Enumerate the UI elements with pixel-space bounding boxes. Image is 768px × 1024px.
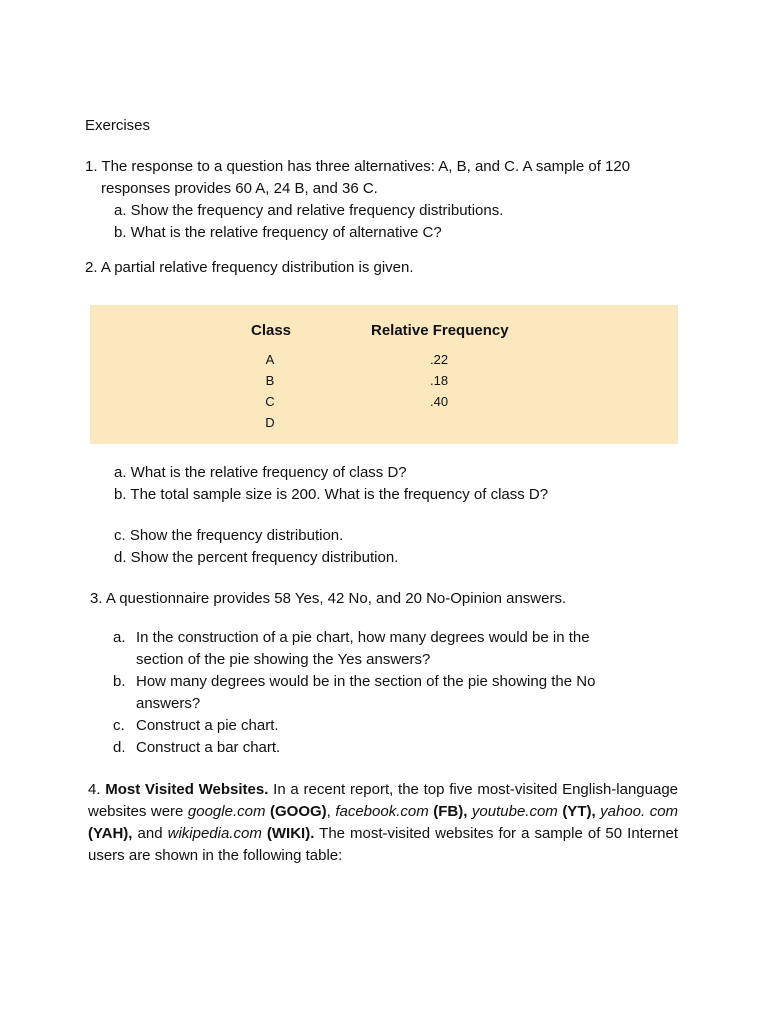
table-cell-frequency: .18 [430, 373, 449, 388]
q1-line1: 1. The response to a question has three alternatives: A, B, and C. A sample of 120 [85, 158, 631, 175]
q4-paragraph: 4. Most Visited Websites. In a recent report, the top five most-visited English-language websites were google.com (GOOG), facebook.com (FB), youtube.com (YT), yahoo. com (YAH), and wikipedia.com (WIKI). The most-visited websites for a sample of 50 Internet users are shown in the following table: [88, 781, 679, 864]
code-fb: (FB), [433, 803, 468, 820]
q2-part-b: b. The total sample size is 200. What is the frequency of class D? [114, 486, 549, 503]
q2-part-c: c. Show the frequency distribution. [114, 527, 344, 544]
code-yah: (YAH), [88, 825, 133, 842]
code-wiki: (WIKI). [266, 825, 315, 842]
site-wikipedia: wikipedia.com [167, 825, 262, 842]
site-yahoo: yahoo. com [600, 803, 679, 820]
q1-line2: responses provides 60 A, 24 B, and 36 C. [101, 180, 378, 197]
q4-and: and [137, 825, 163, 842]
code-yt: (YT), [562, 803, 596, 820]
q4-title: Most Visited Websites. [105, 781, 269, 798]
q3-item-label: a. [113, 629, 126, 646]
col-header-class: Class [251, 322, 292, 339]
q3-item-text: Construct a bar chart. [136, 739, 281, 756]
exercises-heading: Exercises [85, 117, 151, 134]
table-cell-frequency: .22 [430, 352, 449, 367]
table-cell-class: B [265, 373, 275, 388]
q1-part-b: b. What is the relative frequency of alternative C? [114, 224, 442, 241]
q3-item-label: d. [113, 739, 126, 756]
q2-part-a: a. What is the relative frequency of class D? [114, 464, 407, 481]
q3-item-text-cont: section of the pie showing the Yes answers? [136, 651, 431, 668]
q4-number: 4. [88, 781, 101, 798]
q4-text-2: The most-visited websites for a sample of 50 Internet users are shown in the following table: [88, 825, 679, 864]
q2-line1: 2. A partial relative frequency distribution is given. [85, 259, 414, 276]
col-header-relative-frequency: Relative Frequency [371, 322, 509, 339]
q3-item-label: b. [113, 673, 126, 690]
relative-frequency-table [90, 305, 678, 444]
site-youtube: youtube.com [471, 803, 558, 820]
table-cell-class: A [265, 352, 275, 367]
q4-text-1: In a recent report, the top five most-visited English-language websites were [88, 781, 679, 820]
q3-item-text: How many degrees would be in the section of the pie showing the No [136, 673, 596, 690]
code-goog: (GOOG) [269, 803, 327, 820]
q3-line1: 3. A questionnaire provides 58 Yes, 42 No, and 20 No-Opinion answers. [90, 590, 567, 607]
q3-item-text: Construct a pie chart. [136, 717, 279, 734]
q1-part-a: a. Show the frequency and relative frequency distributions. [114, 202, 504, 219]
q3-item-text-cont: answers? [136, 695, 201, 712]
q3-item-text: In the construction of a pie chart, how many degrees would be in the [136, 629, 590, 646]
table-cell-class: C [265, 394, 275, 409]
q2-part-d: d. Show the percent frequency distribution. [114, 549, 399, 566]
table-cell-class: D [265, 415, 275, 430]
q3-item-label: c. [113, 717, 125, 734]
table-cell-frequency: .40 [430, 394, 449, 409]
site-google: google.com [187, 803, 266, 820]
site-facebook: facebook.com [335, 803, 429, 820]
